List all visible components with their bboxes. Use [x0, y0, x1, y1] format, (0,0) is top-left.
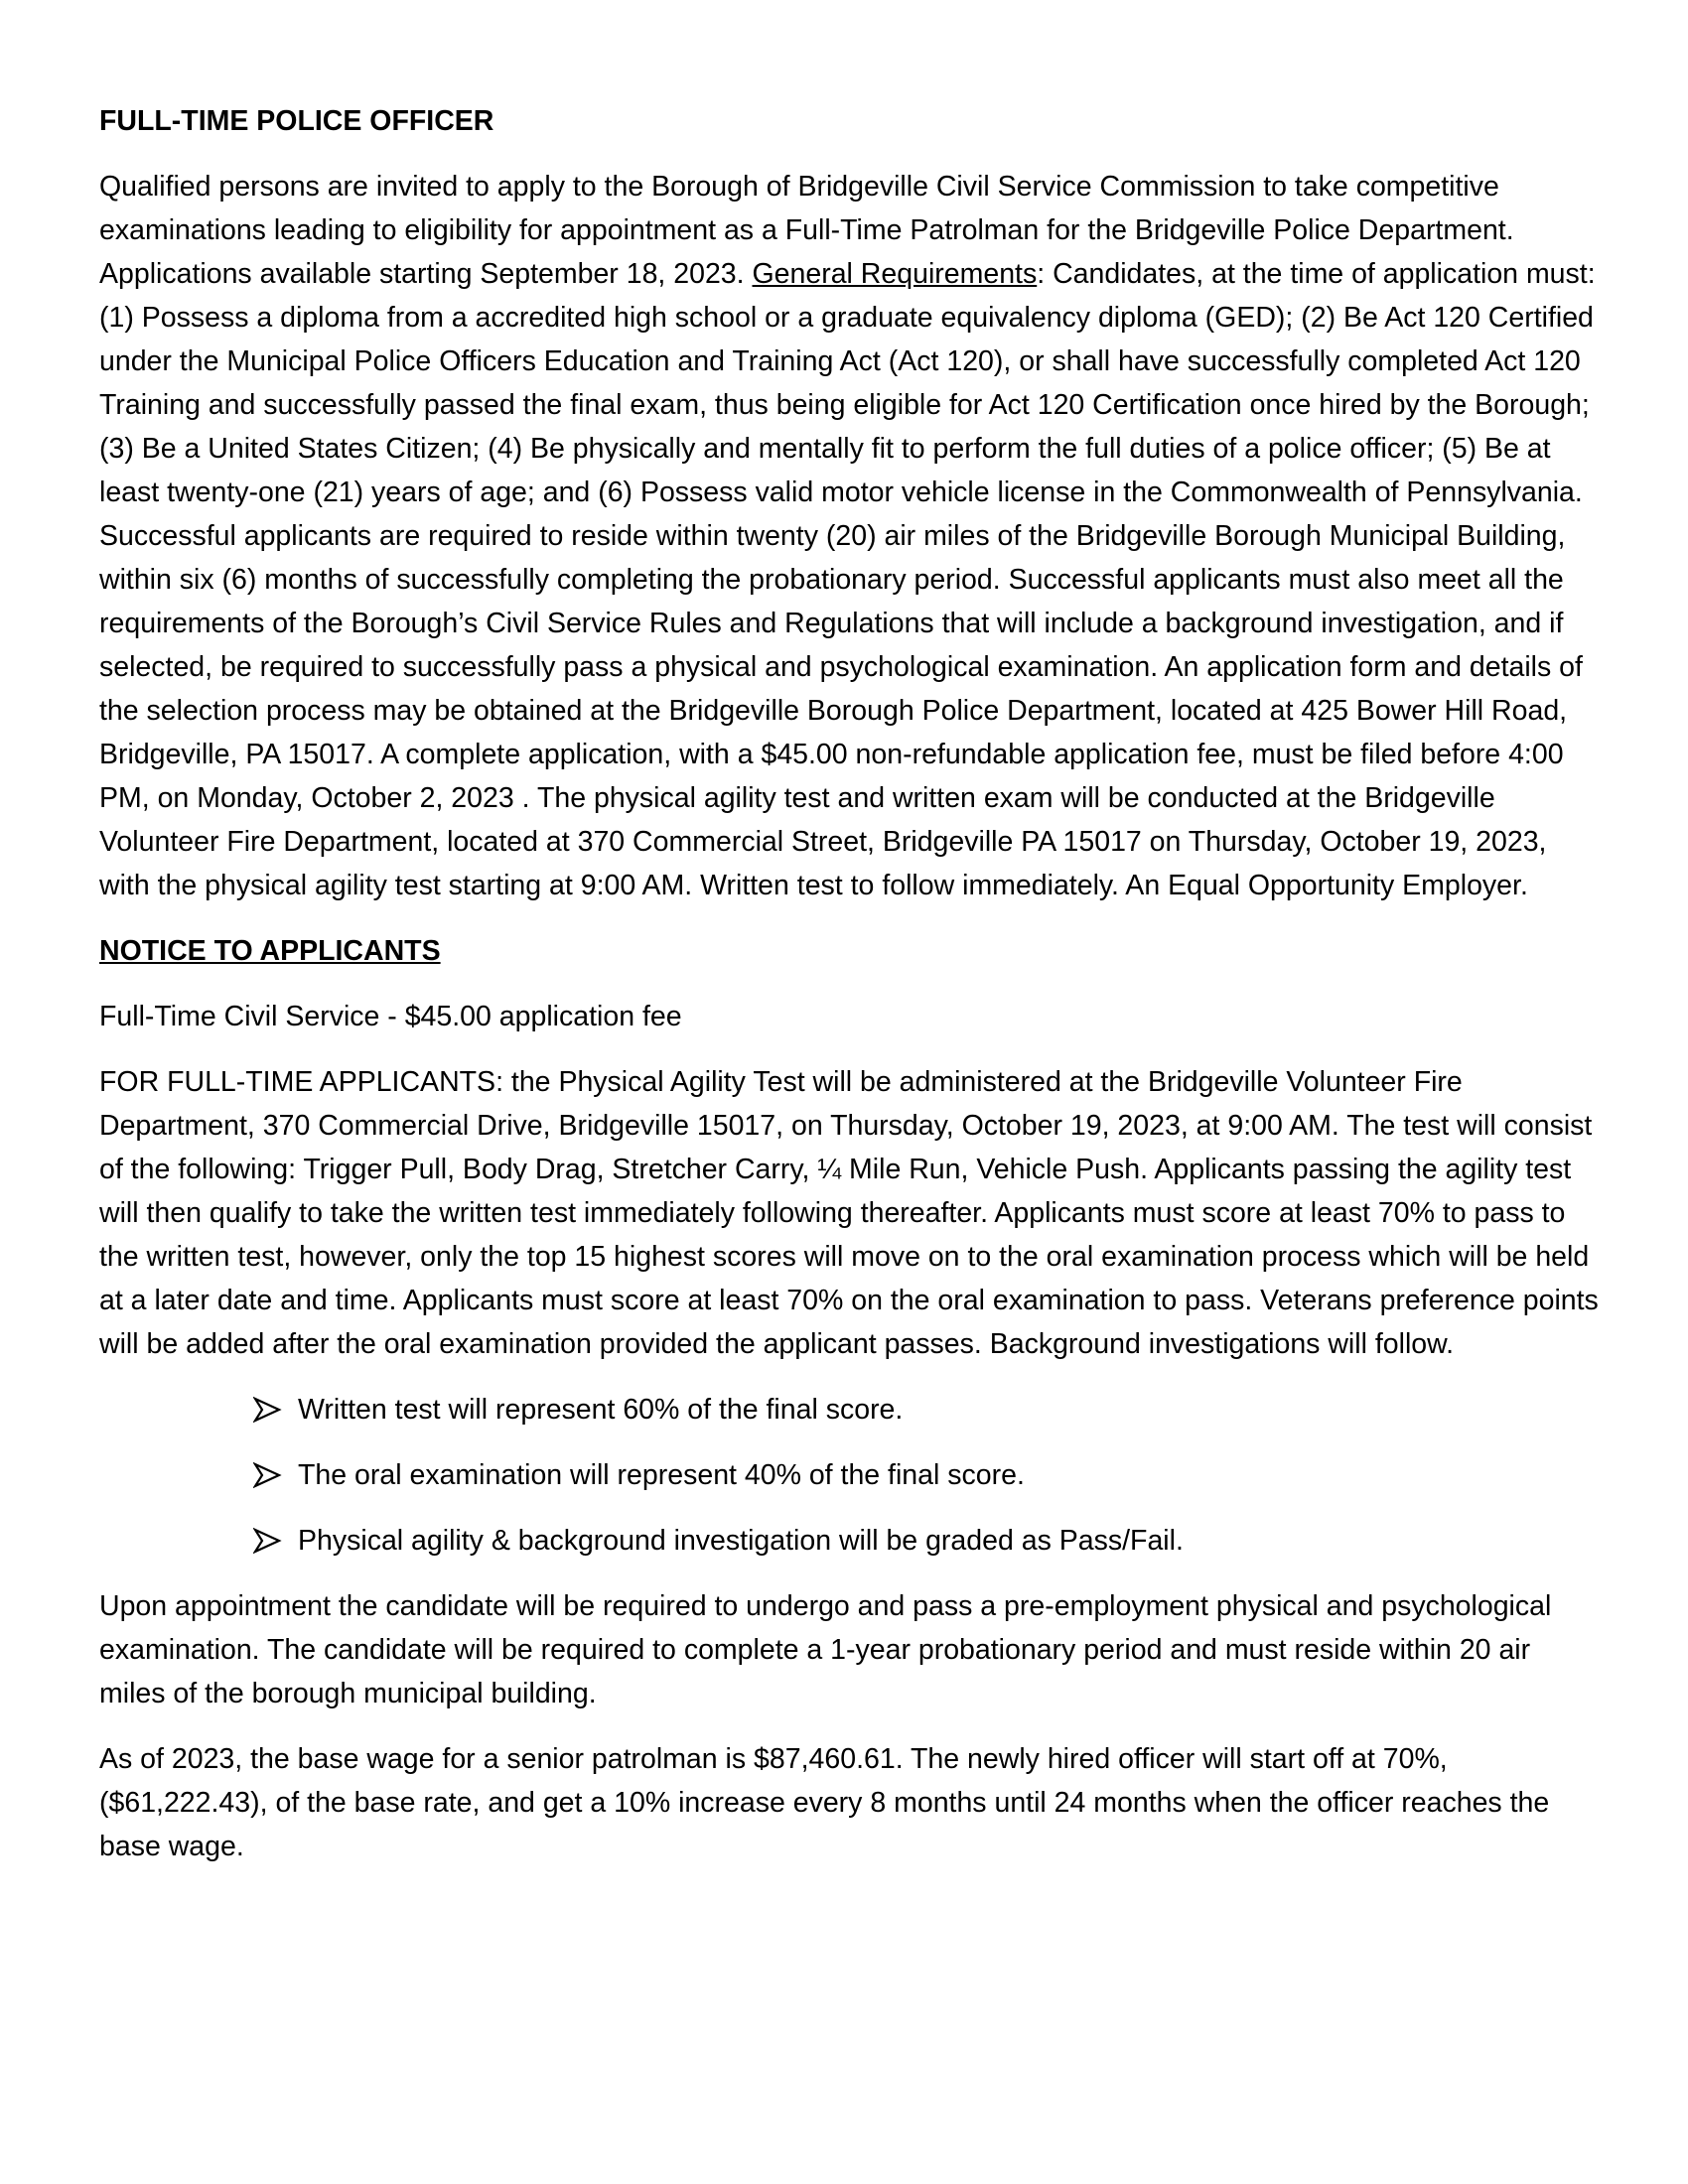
general-requirements-label: General Requirements: [752, 258, 1038, 290]
notice-heading: NOTICE TO APPLICANTS: [99, 935, 441, 967]
arrowhead-bullet-icon: [253, 1453, 283, 1497]
arrowhead-bullet-icon: [253, 1388, 283, 1432]
job-description-lead: Qualified persons are invited to apply to the Borough of Bridgeville Civil Service Commission to take competitive examinations leading to eligibility for appointment as a Full-Time Patrolman for the Bridgeville Police Department. Applications available starting September 18, 2023.: [99, 171, 1514, 290]
bullet-text: The oral examination will represent 40% of the final score.: [298, 1459, 1025, 1491]
fee-line: Full-Time Civil Service - $45.00 application fee: [99, 1001, 682, 1032]
arrowhead-bullet-icon: [253, 1519, 283, 1563]
job-description-paragraph: [99, 165, 1599, 907]
bullet-text: Written test will represent 60% of the final score.: [298, 1394, 904, 1426]
list-item: [253, 1388, 1599, 1432]
list-item: [253, 1519, 1599, 1563]
job-title-heading: FULL-TIME POLICE OFFICER: [99, 105, 494, 137]
job-description-requirements: : Candidates, at the time of application must: (1) Possess a diploma from a accredited high school or a graduate equivalency diploma (GED); (2) Be Act 120 Certified under the Municipal Police Officers Education and Training Act (Act 120), or shall have successfully completed Act 120 Training and successfully passed the final exam, thus being eligible for Act 120 Certification once hired by the Borough; (3) Be a United States Citizen; (4) Be physically and mentally fit to perform the full duties of a police officer; (5) Be at least twenty-one (21) years of age; and (6) Possess valid motor vehicle license in the Commonwealth of Pennsylvania. Successful applicants are required to reside within twenty (20) air miles of the Bridgeville Borough Municipal Building, within six (6) months of successfully completing the probationary period. Successful applicants must also meet all the requirements of the Borough’s Civil Service Rules and Regulations that will include a background investigation, and if selected, be required to successfully pass a physical and psychological examination. An application form and details of the selection process may be obtained at the Bridgeville Borough Police Department, located at 425 Bower Hill Road, Bridgeville, PA 15017. A complete application, with a $45.00 non-refundable application fee, must be filed before 4:00 PM, on Monday, October 2, 2023 . The physical agility test and written exam will be conducted at the Bridgeville Volunteer Fire Department, located at 370 Commercial Street, Bridgeville PA 15017 on Thursday, October 19, 2023, with the physical agility test starting at 9:00 AM. Written test to follow immediately. An Equal Opportunity Employer.: [99, 258, 1596, 901]
document-page: [99, 99, 1599, 1890]
bullet-text: Physical agility & background investigation will be graded as Pass/Fail.: [298, 1525, 1184, 1557]
appointment-paragraph: Upon appointment the candidate will be required to undergo and pass a pre-employment physical and psychological examination. The candidate will be required to complete a 1-year probationary period and must reside within 20 air miles of the borough municipal building.: [99, 1590, 1552, 1709]
list-item: [253, 1453, 1599, 1497]
scoring-bullet-list: [99, 1388, 1599, 1563]
wage-paragraph: As of 2023, the base wage for a senior patrolman is $87,460.61. The newly hired officer will start off at 70%, ($61,222.43), of the base rate, and get a 10% increase every 8 months until 24 months when the officer reaches the base wage.: [99, 1743, 1550, 1862]
full-time-applicants-paragraph: FOR FULL-TIME APPLICANTS: the Physical Agility Test will be administered at the Bridgeville Volunteer Fire Department, 370 Commercial Drive, Bridgeville 15017, on Thursday, October 19, 2023, at 9:00 AM. The test will consist of the following: Trigger Pull, Body Drag, Stretcher Carry, ¼ Mile Run, Vehicle Push. Applicants passing the agility test will then qualify to take the written test immediately following thereafter. Applicants must score at least 70% to pass to the written test, however, only the top 15 highest scores will move on to the oral examination process which will be held at a later date and time. Applicants must score at least 70% on the oral examination to pass. Veterans preference points will be added after the oral examination provided the applicant passes. Background investigations will follow.: [99, 1066, 1599, 1360]
